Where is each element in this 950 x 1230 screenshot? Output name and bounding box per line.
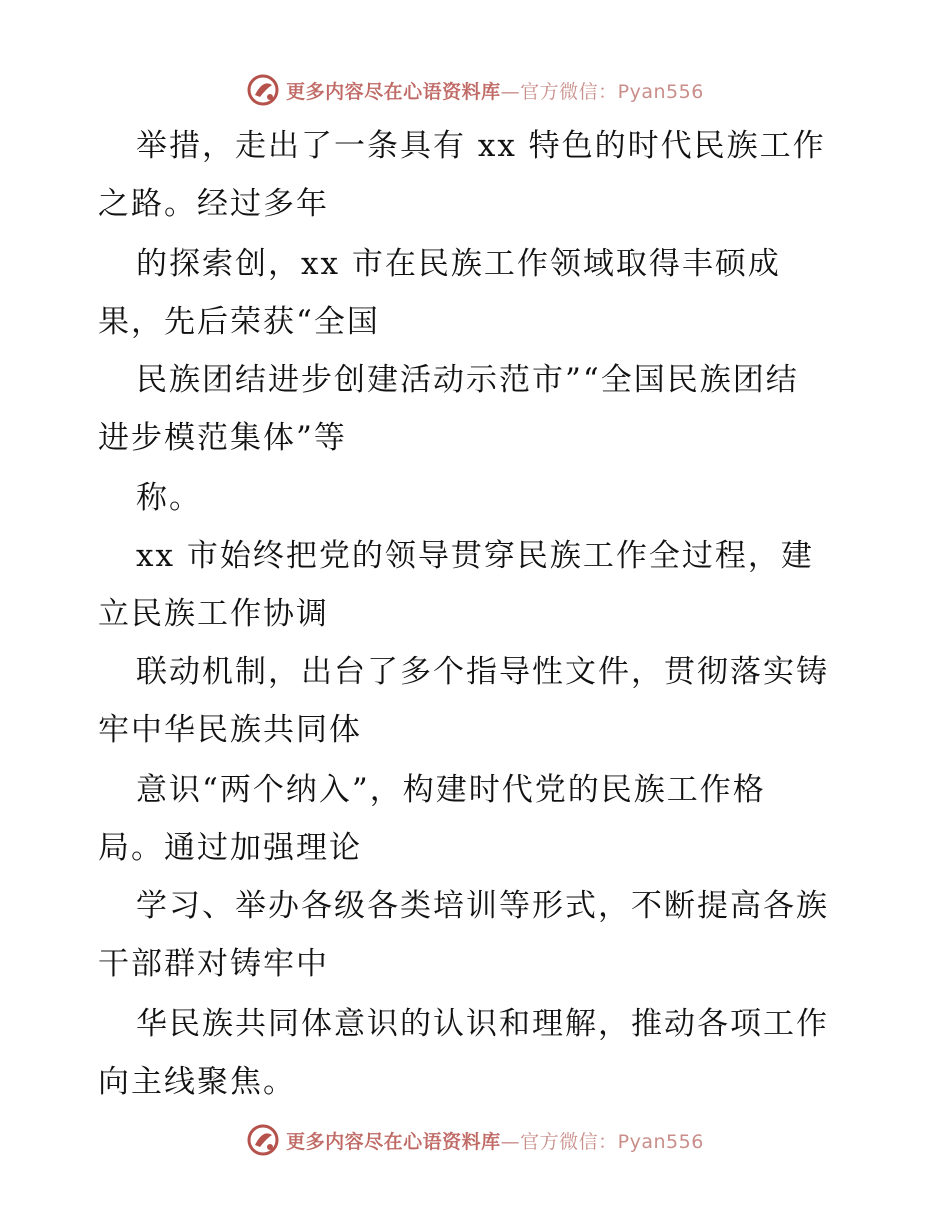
watermark-contact: —官方微信：Pyan556: [500, 1130, 704, 1153]
text-line: 干部群对铸牢中: [98, 946, 329, 982]
watermark-contact: —官方微信：Pyan556: [500, 80, 704, 103]
footer-watermark: [0, 1120, 950, 1160]
text-line: 向主线聚焦。: [98, 1064, 296, 1100]
text-line: 民族团结进步创建活动示范市”“全国民族团结: [136, 362, 799, 398]
text-line: 意识“两个纳入”，构建时代党的民族工作格: [136, 772, 766, 808]
text-line: xx 市始终把党的领导贯穿民族工作全过程，建: [136, 538, 814, 574]
text-line: 之路。经过多年: [98, 186, 329, 222]
text-line: 称。: [136, 480, 202, 516]
text-line: 进步模范集体”等: [98, 420, 347, 456]
text-line: 华民族共同体意识的认识和理解，推动各项工作: [136, 1006, 829, 1042]
text-line: 局。通过加强理论: [98, 830, 362, 866]
watermark-text: [286, 77, 704, 104]
text-line: 的探索创，xx 市在民族工作领域取得丰硕成: [136, 246, 781, 282]
text-line: 果，先后荣获“全国: [98, 304, 380, 340]
watermark-text: [286, 1127, 704, 1154]
text-line: 立民族工作协调: [98, 596, 329, 632]
logo-icon: [246, 73, 280, 107]
watermark-brand: 更多内容尽在心语资料库: [286, 1130, 501, 1153]
text-line: 学习、举办各级各类培训等形式，不断提高各族: [136, 888, 829, 924]
text-line: 牢中华民族共同体: [98, 712, 362, 748]
text-line: 举措，走出了一条具有 xx 特色的时代民族工作: [136, 128, 826, 164]
logo-icon: [246, 1123, 280, 1157]
header-watermark: [0, 70, 950, 110]
watermark-brand: 更多内容尽在心语资料库: [286, 80, 501, 103]
text-line: 联动机制，出台了多个指导性文件，贯彻落实铸: [136, 654, 829, 690]
